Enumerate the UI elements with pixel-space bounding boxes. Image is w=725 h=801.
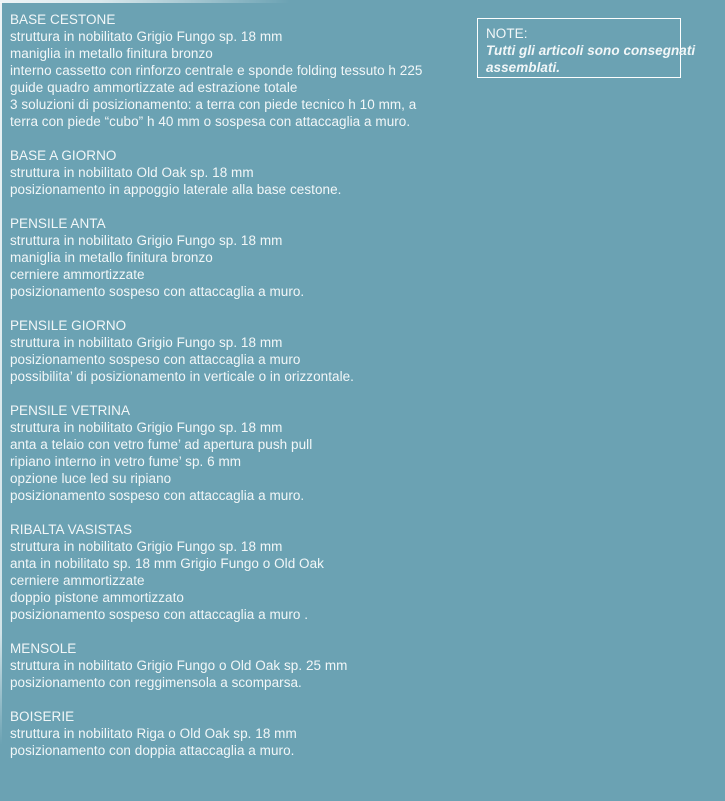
section-title: BASE A GIORNO [10,148,117,163]
spec-line: posizionamento sospeso con attaccaglia a muro. [10,284,305,299]
spec-line: possibilita’ di posizionamento in verticale o in orizzontale. [10,369,354,384]
spec-section [10,402,470,504]
section-title: MENSOLE [10,641,77,656]
spec-sections [10,11,470,776]
section-title: BOISERIE [10,709,75,724]
page-edge-top-artifact [0,0,290,3]
spec-line: anta in nobilitato sp. 18 mm Grigio Fungo o Old Oak [10,556,324,571]
page-edge-left-artifact [0,2,2,745]
spec-line: posizionamento sospeso con attaccaglia a muro . [10,607,309,622]
spec-line: posizionamento sospeso con attaccaglia a muro [10,352,301,367]
spec-line: ripiano interno in vetro fume’ sp. 6 mm [10,454,242,469]
spec-line: anta a telaio con vetro fume’ ad apertura push pull [10,437,313,452]
spec-line: terra con piede “cubo” h 40 mm o sospesa con attaccaglia a muro. [10,114,411,129]
spec-line: doppio pistone ammortizzato [10,590,184,605]
spec-line: struttura in nobilitato Grigio Fungo sp. 18 mm [10,335,283,350]
spec-section [10,215,470,300]
spec-line: maniglia in metallo finitura bronzo [10,250,213,265]
section-title: PENSILE VETRINA [10,403,131,418]
spec-section [10,521,470,623]
spec-line: maniglia in metallo finitura bronzo [10,46,213,61]
spec-line: cerniere ammortizzate [10,573,145,588]
spec-line: struttura in nobilitato Grigio Fungo sp. 18 mm [10,420,283,435]
spec-line: posizionamento con doppia attaccaglia a muro. [10,743,295,758]
section-title: BASE CESTONE [10,12,116,27]
spec-line: 3 soluzioni di posizionamento: a terra con piede tecnico h 10 mm, a [10,97,417,112]
spec-section [10,317,470,385]
spec-section [10,147,470,198]
note-line: assemblati. [486,60,561,75]
spec-section [10,640,470,691]
spec-line: cerniere ammortizzate [10,267,145,282]
spec-line: guide quadro ammortizzate ad estrazione totale [10,80,298,95]
spec-line: struttura in nobilitato Grigio Fungo o Old Oak sp. 25 mm [10,658,348,673]
spec-section [10,708,470,759]
note-line: Tutti gli articoli sono consegnati [486,43,696,58]
spec-line: struttura in nobilitato Old Oak sp. 18 mm [10,165,254,180]
spec-line: opzione luce led su ripiano [10,471,172,486]
spec-line: struttura in nobilitato Riga o Old Oak sp. 18 mm [10,726,297,741]
note-title: NOTE: [486,26,528,41]
spec-section [10,11,470,130]
spec-line: posizionamento in appoggio laterale alla base cestone. [10,182,342,197]
spec-line: struttura in nobilitato Grigio Fungo sp. 18 mm [10,539,283,554]
note-box [477,18,696,78]
spec-line: posizionamento con reggimensola a scomparsa. [10,675,302,690]
spec-line: posizionamento sospeso con attaccaglia a muro. [10,488,305,503]
spec-line: struttura in nobilitato Grigio Fungo sp. 18 mm [10,233,283,248]
section-title: PENSILE GIORNO [10,318,127,333]
section-title: PENSILE ANTA [10,216,106,231]
spec-line: interno cassetto con rinforzo centrale e sponde folding tessuto h 225 [10,63,423,78]
section-title: RIBALTA VASISTAS [10,522,133,537]
spec-line: struttura in nobilitato Grigio Fungo sp. 18 mm [10,29,283,44]
